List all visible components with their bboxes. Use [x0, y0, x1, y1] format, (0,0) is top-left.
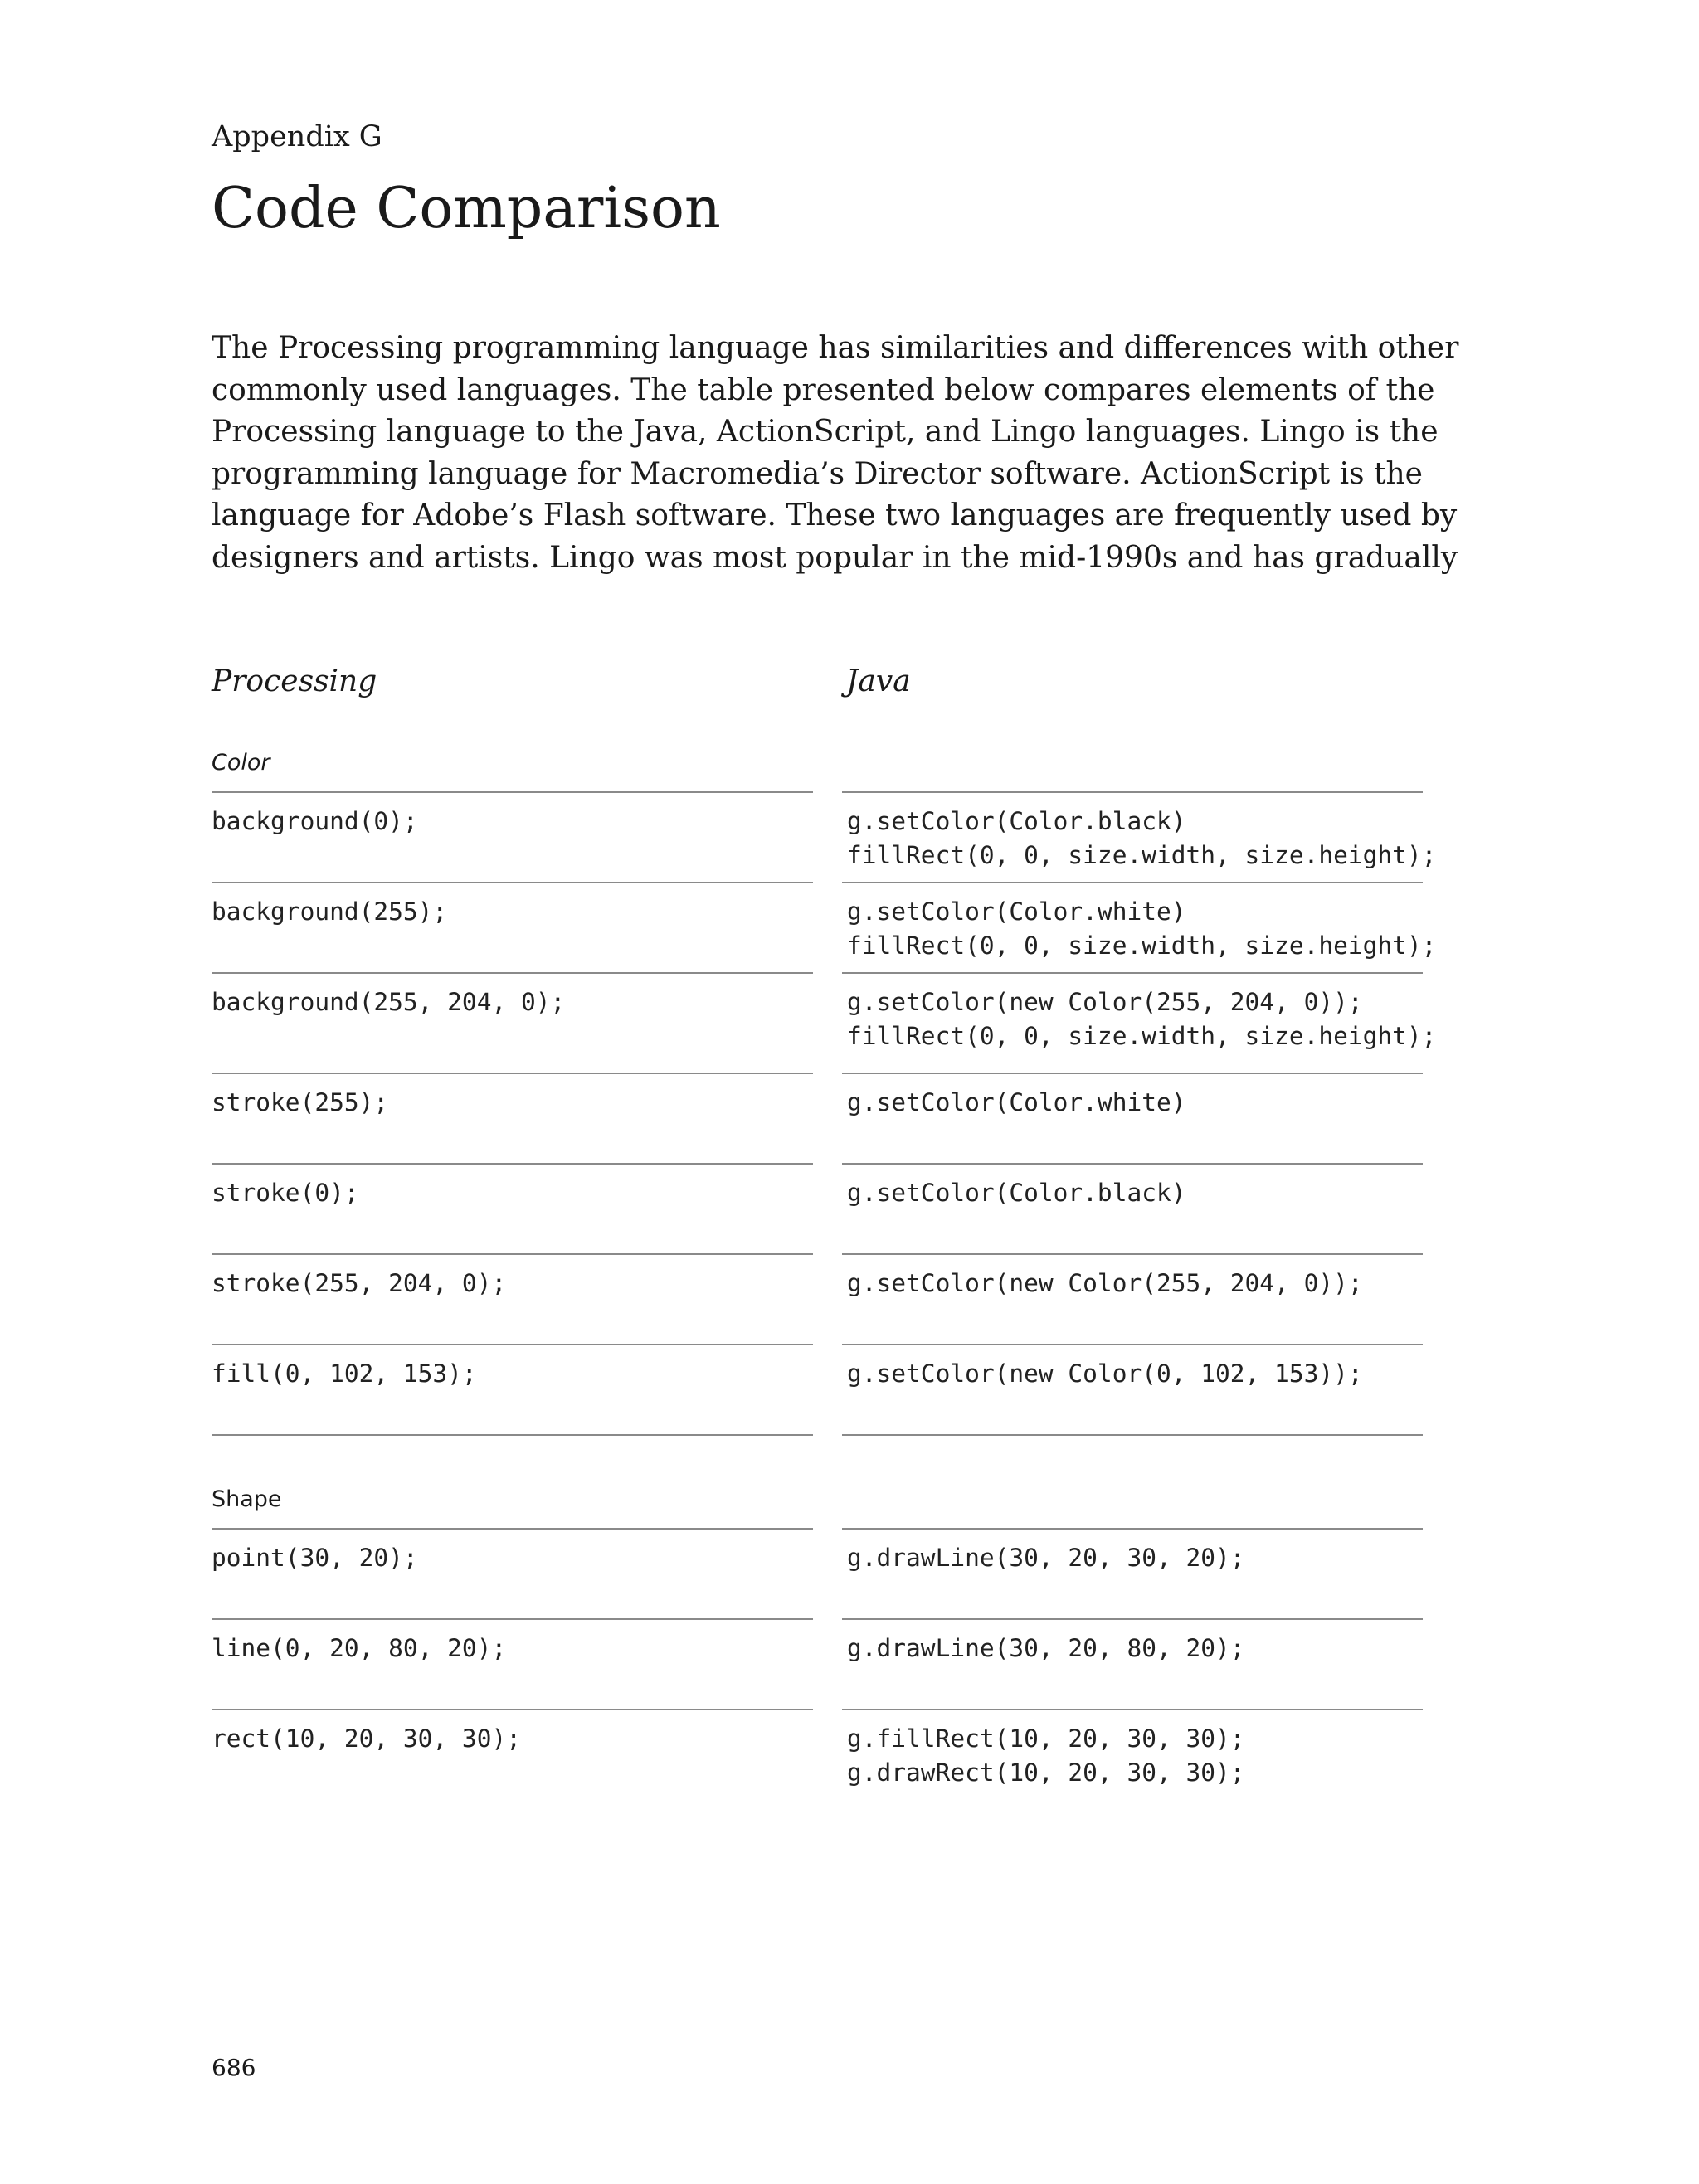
java-code: g.setColor(Color.black) — [847, 1179, 1186, 1207]
table-rule — [212, 1709, 813, 1710]
table-rule — [842, 1709, 1423, 1710]
java-code: g.setColor(Color.black) — [847, 807, 1186, 835]
java-code: g.fillRect(10, 20, 30, 30); — [847, 1724, 1245, 1753]
processing-code: stroke(255, 204, 0); — [212, 1269, 507, 1297]
java-code: g.drawRect(10, 20, 30, 30); — [847, 1758, 1245, 1787]
table-rule — [842, 1528, 1423, 1530]
page-title: Code Comparison — [212, 176, 721, 241]
intro-paragraph — [212, 328, 1459, 579]
intro-line: commonly used languages. The table presented below compares elements of the — [212, 372, 1435, 407]
java-code: g.setColor(new Color(255, 204, 0)); — [847, 1269, 1363, 1297]
intro-line: designers and artists. Lingo was most popular in the mid-1990s and has gradually — [212, 540, 1458, 575]
table-rule — [212, 1434, 813, 1436]
table-rule — [842, 1344, 1423, 1345]
intro-line: programming language for Macromedia’s Director software. ActionScript is the — [212, 456, 1423, 491]
java-code: g.setColor(Color.white) — [847, 1088, 1186, 1116]
processing-code: background(255); — [212, 897, 448, 926]
table-rule — [212, 1618, 813, 1620]
section-label-shape: Shape — [212, 1486, 282, 1512]
processing-code: stroke(255); — [212, 1088, 389, 1116]
java-code: fillRect(0, 0, size.width, size.height); — [847, 1022, 1437, 1050]
processing-code: point(30, 20); — [212, 1544, 418, 1572]
java-code: g.setColor(Color.white) — [847, 897, 1186, 926]
processing-code: fill(0, 102, 153); — [212, 1360, 477, 1388]
processing-code: background(0); — [212, 807, 418, 835]
appendix-label: Appendix G — [212, 120, 382, 153]
column-header-java: Java — [846, 664, 911, 698]
java-code: fillRect(0, 0, size.width, size.height); — [847, 931, 1437, 960]
table-rule — [842, 1434, 1423, 1436]
java-code: fillRect(0, 0, size.width, size.height); — [847, 841, 1437, 869]
table-rule — [842, 1618, 1423, 1620]
processing-code: line(0, 20, 80, 20); — [212, 1634, 507, 1662]
table-rule — [842, 1253, 1423, 1255]
intro-line: Processing language to the Java, ActionScript, and Lingo languages. Lingo is the — [212, 415, 1439, 449]
processing-code: stroke(0); — [212, 1179, 359, 1207]
table-rule — [212, 1163, 813, 1165]
table-rule — [842, 882, 1423, 883]
page-number: 686 — [212, 2054, 256, 2081]
table-rule — [212, 1528, 813, 1530]
table-rule — [842, 1073, 1423, 1074]
table-rule — [212, 1344, 813, 1345]
table-rule — [212, 791, 813, 793]
processing-code: rect(10, 20, 30, 30); — [212, 1724, 521, 1753]
java-code: g.drawLine(30, 20, 80, 20); — [847, 1634, 1245, 1662]
table-rule — [842, 972, 1423, 974]
table-rule — [212, 882, 813, 883]
column-header-processing: Processing — [212, 664, 377, 698]
table-rule — [212, 972, 813, 974]
table-rule — [212, 1073, 813, 1074]
table-rule — [212, 1253, 813, 1255]
java-code: g.setColor(new Color(0, 102, 153)); — [847, 1360, 1363, 1388]
intro-line: The Processing programming language has similarities and differences with other — [212, 331, 1459, 365]
processing-code: background(255, 204, 0); — [212, 988, 566, 1016]
table-rule — [842, 791, 1423, 793]
java-code: g.drawLine(30, 20, 30, 20); — [847, 1544, 1245, 1572]
intro-line: language for Adobe’s Flash software. These two languages are frequently used by — [212, 499, 1458, 533]
section-label-color: Color — [212, 750, 270, 776]
java-code: g.setColor(new Color(255, 204, 0)); — [847, 988, 1363, 1016]
table-rule — [842, 1163, 1423, 1165]
